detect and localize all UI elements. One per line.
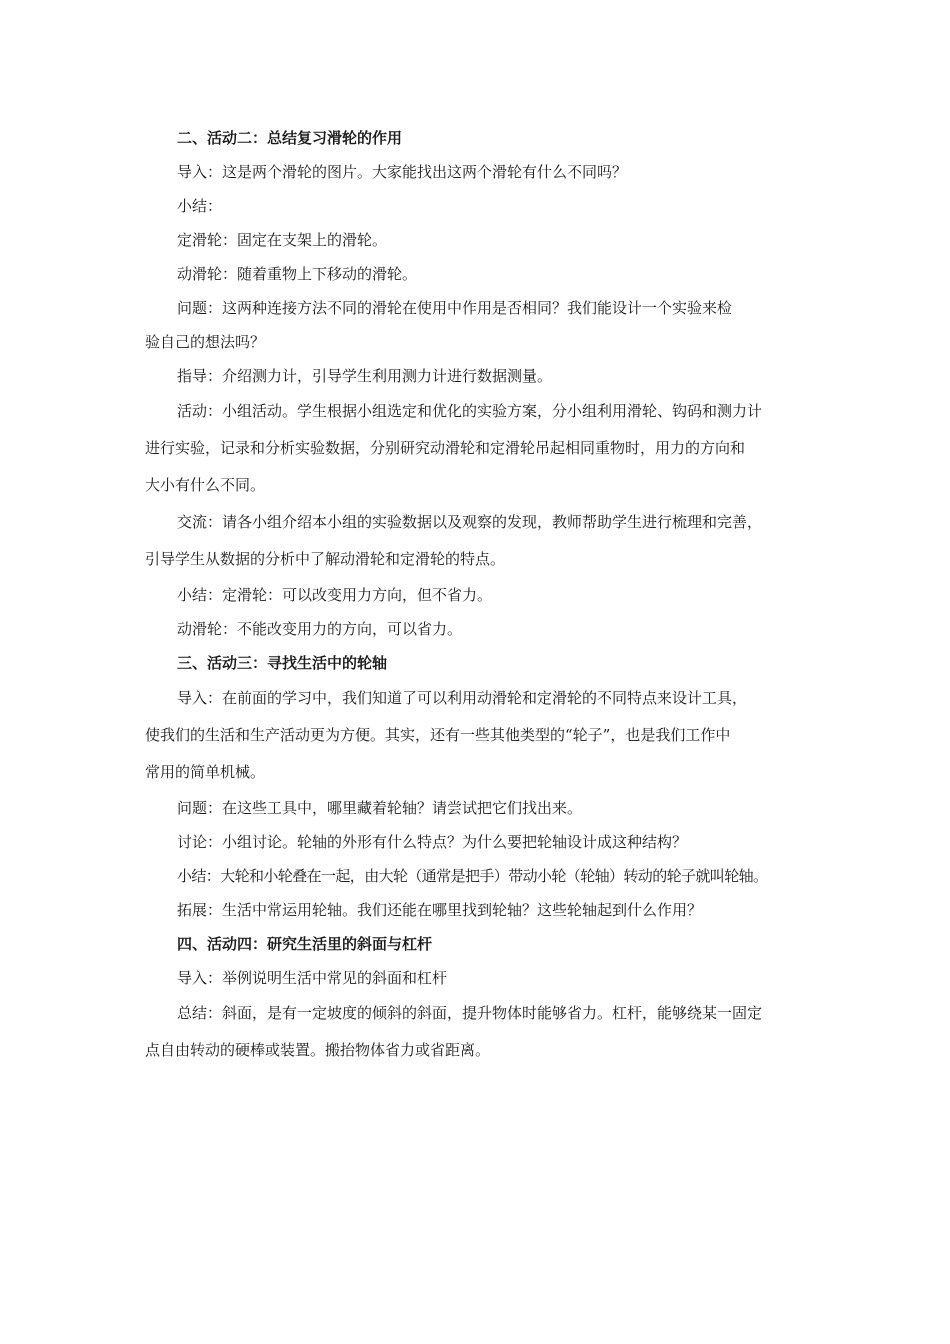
- paragraph-movable-pulley: 动滑轮：随着重物上下移动的滑轮。: [177, 265, 418, 283]
- section-heading-activity-3: 三、活动三：寻找生活中的轮轴: [177, 654, 388, 672]
- paragraph-activity: 活动：小组活动。学生根据小组选定和优化的实验方案，分小组利用滑轮、钩码和测力计: [177, 402, 763, 420]
- paragraph-intro: 导入：在前面的学习中，我们知道了可以利用动滑轮和定滑轮的不同特点来设计工具，: [177, 689, 748, 707]
- paragraph-intro-cont: 常用的简单机械。: [145, 763, 266, 781]
- paragraph-summary: 小结：大轮和小轮叠在一起，由大轮（通常是把手）带动小轮（轮轴）转动的轮子就叫轮轴。: [177, 867, 768, 885]
- paragraph-intro: 导入：这是两个滑轮的图片。大家能找出这两个滑轮有什么不同吗？: [177, 163, 628, 181]
- paragraph-intro-cont: 使我们的生活和生产活动更为方便。其实，还有一些其他类型的“轮子”，也是我们工作中: [145, 726, 731, 744]
- paragraph-exchange: 交流：请各小组介绍本小组的实验数据以及观察的发现，教师帮助学生进行梳理和完善，: [177, 513, 763, 531]
- paragraph-activity-cont: 进行实验，记录和分析实验数据，分别研究动滑轮和定滑轮吊起相同重物时，用力的方向和: [145, 439, 746, 457]
- section-heading-activity-4: 四、活动四：研究生活里的斜面与杠杆: [177, 935, 433, 953]
- section-heading-activity-2: 二、活动二：总结复习滑轮的作用: [177, 129, 403, 147]
- paragraph-question-cont: 验自己的想法吗？: [145, 333, 266, 351]
- paragraph-summary-label: 小结：: [177, 197, 223, 215]
- paragraph-fixed-pulley: 定滑轮：固定在支架上的滑轮。: [177, 231, 388, 249]
- paragraph-conclusion-fixed: 小结：定滑轮：可以改变用力方向，但不省力。: [177, 586, 493, 604]
- paragraph-summary: 总结：斜面，是有一定坡度的倾斜的斜面，提升物体时能够省力。杠杆，能够绕某一固定: [177, 1004, 763, 1022]
- paragraph-intro: 导入：举例说明生活中常见的斜面和杠杆: [177, 969, 448, 987]
- paragraph-guide: 指导：介绍测力计，引导学生利用测力计进行数据测量。: [177, 367, 553, 385]
- paragraph-question: 问题：这两种连接方法不同的滑轮在使用中作用是否相同？我们能设计一个实验来检: [177, 299, 733, 317]
- document-body: [145, 121, 813, 1069]
- paragraph-exchange-cont: 引导学生从数据的分析中了解动滑轮和定滑轮的特点。: [145, 550, 506, 568]
- paragraph-summary-cont: 点自由转动的硬棒或装置。搬抬物体省力或省距离。: [145, 1041, 491, 1059]
- paragraph-question: 问题：在这些工具中，哪里藏着轮轴？请尝试把它们找出来。: [177, 799, 583, 817]
- paragraph-discussion: 讨论：小组讨论。轮轴的外形有什么特点？为什么要把轮轴设计成这种结构？: [177, 833, 688, 851]
- paragraph-extension: 拓展：生活中常运用轮轴。我们还能在哪里找到轮轴？这些轮轴起到什么作用？: [177, 901, 703, 919]
- paragraph-activity-cont: 大小有什么不同。: [145, 476, 266, 494]
- paragraph-conclusion-movable: 动滑轮：不能改变用力的方向，可以省力。: [177, 620, 463, 638]
